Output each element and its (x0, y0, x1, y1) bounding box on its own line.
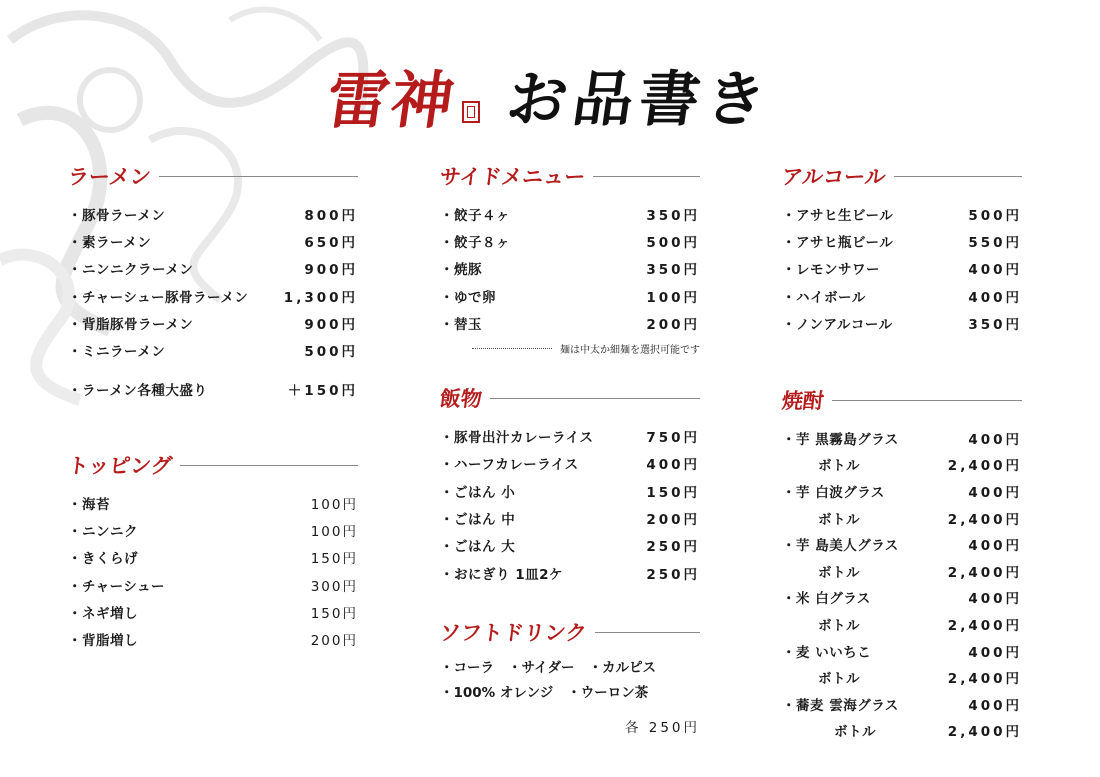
divider (180, 465, 358, 466)
menu-item: ・レモンサワー 400円 (782, 262, 1022, 279)
divider (593, 176, 700, 177)
section-rice (440, 380, 700, 586)
menu-item: ・豚骨出汁カレーライス 750円 (440, 430, 700, 447)
menu-item-bottle: ボトル 2,400円 (818, 671, 1022, 688)
menu-item: ・芋 黒霧島グラス 400円 (782, 431, 1022, 448)
menu-item: ・ごはん 小 150円 (440, 484, 700, 501)
menu-item: ・ニンニクラーメン 900円 (68, 262, 358, 279)
soft-drink-price: 各 250円 (624, 720, 700, 737)
section-title-side: サイドメニュー (438, 164, 587, 189)
divider (490, 398, 700, 399)
menu-item: ・ミニラーメン 500円 (68, 344, 358, 361)
menu-item: ・素ラーメン 650円 (68, 234, 358, 251)
menu-item: ・チャーシュー 300円 (68, 578, 358, 595)
menu-item: ・ノンアルコール 350円 (782, 316, 1022, 333)
section-ramen (68, 158, 358, 403)
column-right (782, 158, 1022, 744)
dotted-leader (472, 348, 552, 349)
menu-item: ・芋 白波グラス 400円 (782, 484, 1022, 501)
menu-item: ・きくらげ 150円 (68, 551, 358, 568)
section-soft-drink (440, 614, 700, 736)
noodle-note: 麺は中太か細麺を選択可能です (440, 338, 700, 358)
section-side-menu (440, 158, 700, 358)
menu-item: ・芋 島美人グラス 400円 (782, 538, 1022, 555)
menu-item: ・背脂豚骨ラーメン 900円 (68, 316, 358, 333)
menu-item: ・ニンニク 100円 (68, 524, 358, 541)
section-title-soft: ソフトドリンク (438, 620, 588, 646)
menu-header (0, 50, 1100, 140)
menu-item-large-size: ・ラーメン各種大盛り ＋150円 (68, 383, 358, 400)
menu-item: ・米 白グラス 400円 (782, 591, 1022, 608)
divider (159, 176, 358, 177)
menu-item: ・餃子８ヶ 500円 (440, 234, 700, 251)
section-title-topping: トッピング (66, 453, 174, 479)
menu-item: ・アサヒ瓶ビール 550円 (782, 234, 1022, 251)
column-middle (440, 158, 700, 736)
menu-item: ・チャーシュー豚骨ラーメン 1,300円 (68, 289, 358, 306)
menu-item: ・ハイボール 400円 (782, 289, 1022, 306)
menu-item: ・海苔 100円 (68, 496, 358, 513)
menu-item: ・替玉 200円 (440, 316, 700, 333)
menu-item: ・ゆで卵 100円 (440, 289, 700, 306)
menu-item-bottle: ボトル 2,400円 (818, 458, 1022, 475)
divider (832, 400, 1022, 401)
brand-name: 雷神 (322, 63, 461, 137)
section-shochu (782, 382, 1022, 743)
menu-item: ・焼豚 350円 (440, 262, 700, 279)
menu-item-bottle: ボトル 2,400円 (834, 724, 1022, 741)
section-title-rice: 飯物 (438, 386, 484, 412)
menu-item: ・ごはん 中 200円 (440, 512, 700, 529)
menu-item-bottle: ボトル 2,400円 (818, 511, 1022, 528)
menu-item: ・ごはん 大 250円 (440, 539, 700, 556)
section-topping (68, 447, 358, 653)
menu-item: ・ネギ増し 150円 (68, 605, 358, 622)
soft-drink-list: ・コーラ ・サイダー ・カルピス ・100% オレンジ ・ウーロン茶 (440, 660, 657, 702)
section-title-alcohol: アルコール (780, 164, 888, 189)
menu-item-bottle: ボトル 2,400円 (818, 617, 1022, 634)
divider (595, 632, 700, 633)
menu-item: ・豚骨ラーメン 800円 (68, 207, 358, 224)
menu-item: ・蕎麦 雲海グラス 400円 (782, 697, 1022, 714)
section-alcohol (782, 158, 1022, 336)
menu-item-bottle: ボトル 2,400円 (818, 564, 1022, 581)
menu-item: ・おにぎり 1皿2ケ 250円 (440, 566, 700, 583)
menu-item: ・ハーフカレーライス 400円 (440, 457, 700, 474)
menu-item: ・アサヒ生ビール 500円 (782, 207, 1022, 224)
seal-stamp-icon (462, 101, 480, 123)
section-title-ramen: ラーメン (66, 164, 153, 189)
menu-item: ・麦 いいちこ 400円 (782, 644, 1022, 661)
divider (894, 176, 1022, 177)
section-title-shochu: 焼酎 (780, 388, 826, 414)
menu-title: お品書き (502, 65, 777, 135)
menu-item: ・餃子４ヶ 350円 (440, 207, 700, 224)
column-left (68, 158, 358, 653)
menu-item: ・背脂増し 200円 (68, 633, 358, 650)
